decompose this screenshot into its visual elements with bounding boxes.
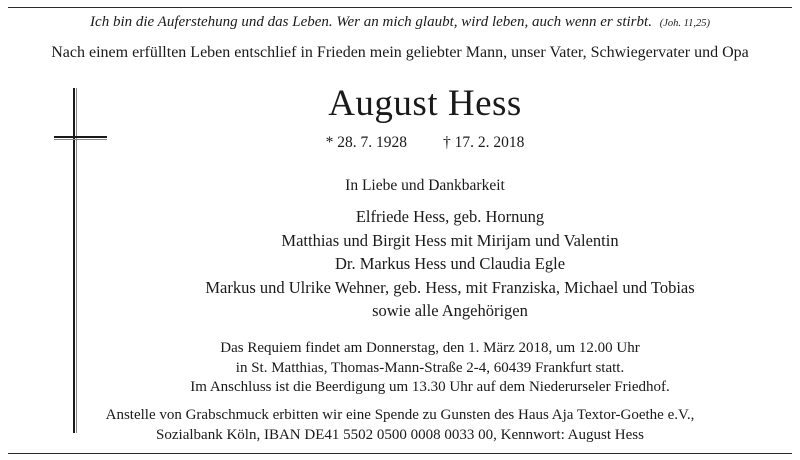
family-line: sowie alle Angehörigen [372, 301, 528, 320]
service-info [100, 339, 760, 398]
life-dates [250, 134, 600, 152]
verse-text: Ich bin die Auferstehung und das Leben. Wer an mich glaubt, wird leben, auch wenn er stirbt. [90, 14, 652, 30]
top-rule [8, 7, 792, 8]
verse-reference: (Joh. 11,25) [659, 18, 710, 29]
family-line: Matthias und Birgit Hess mit Mirijam und Valentin [281, 230, 619, 250]
birth-date: * 28. 7. 1928 [325, 134, 407, 151]
bottom-rule [8, 453, 792, 454]
intro-text: Nach einem erfüllten Leben entschlief in Frieden mein geliebter Mann, unser Vater, Schwiegervater und Opa [51, 44, 749, 61]
deceased-name: August Hess [328, 83, 522, 124]
family-list [120, 205, 780, 323]
donation-line: Sozialbank Köln, IBAN DE41 5502 0500 0008 0033 00, Kennwort: August Hess [156, 426, 644, 443]
family-line: Dr. Markus Hess und Claudia Egle [334, 254, 566, 273]
family-line: Elfriede Hess, geb. Hornung [355, 207, 545, 226]
service-line: in St. Matthias, Thomas-Mann-Straße 2-4, 60439 Frankfurt statt. [235, 359, 625, 376]
death-date: † 17. 2. 2018 [443, 134, 525, 151]
service-line: Das Requiem findet am Donnerstag, den 1. März 2018, um 12.00 Uhr [220, 340, 640, 356]
bible-verse [8, 14, 792, 31]
family-line: Markus und Ulrike Wehner, geb. Hess, mit Franziska, Michael und Tobias [205, 277, 695, 297]
love-line: In Liebe und Dankbarkeit [345, 177, 505, 194]
service-line: Im Anschluss ist die Beerdigung um 13.30 Uhr auf dem Niederurseler Friedhof. [190, 379, 670, 395]
donation-info [20, 406, 780, 445]
donation-line: Anstelle von Grabschmuck erbitten wir eine Spende zu Gunsten des Haus Aja Textor-Goethe e.V., [105, 407, 695, 423]
